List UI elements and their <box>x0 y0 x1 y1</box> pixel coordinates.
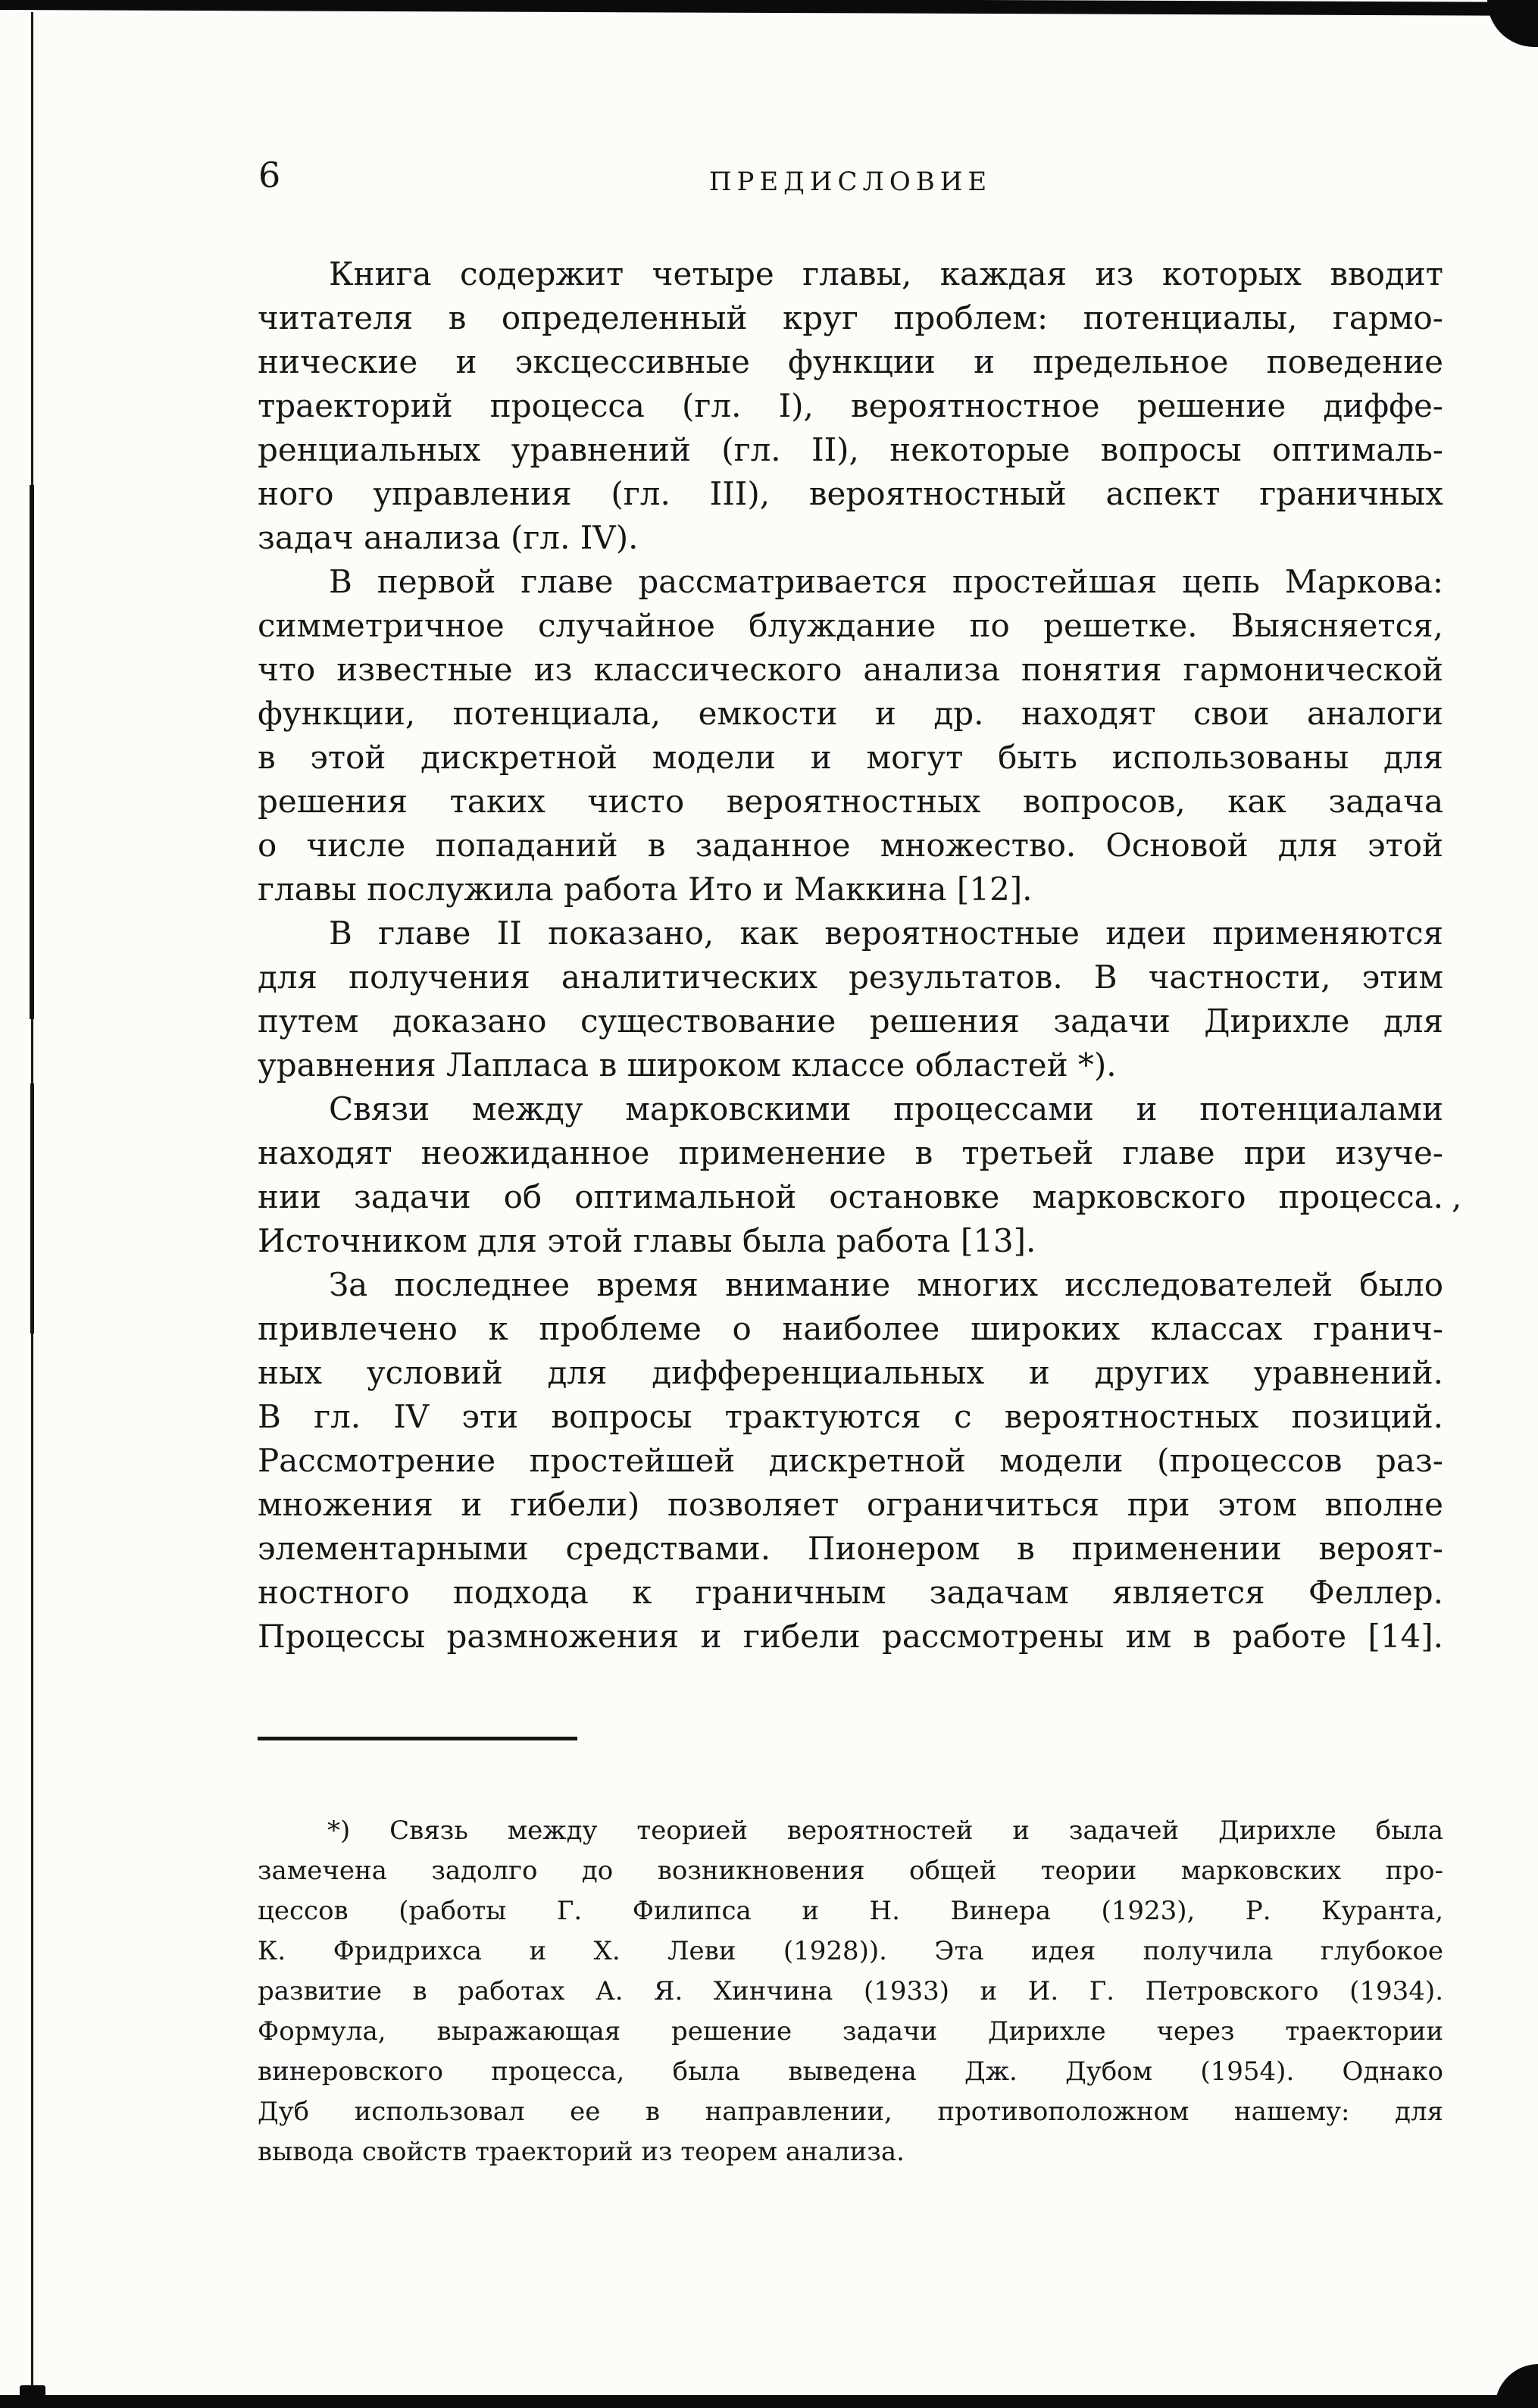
footnote-text <box>258 1811 1443 2172</box>
scan-artifact-comma: , <box>1452 1178 1462 1215</box>
text-line: нии задачи об оптимальной остановке марковского процесса. <box>258 1178 1443 1215</box>
text-line: привлечено к проблеме о наиболее широких классах гранич- <box>258 1310 1443 1347</box>
text-line: главы послужила работа Ито и Маккина [12]. <box>258 871 1033 908</box>
text-line: симметричное случайное блуждание по решетке. Выясняется, <box>258 607 1443 644</box>
text-line: путем доказано существование решения задачи Дирихле для <box>258 1002 1443 1040</box>
text-line: В гл. IV эти вопросы трактуются с вероятностных позиций. <box>258 1398 1443 1435</box>
text-line: множения и гибели) позволяет ограничиться при этом вполне <box>258 1486 1443 1523</box>
scan-corner-top-right <box>1487 0 1538 47</box>
text-line: нические и эксцессивные функции и предельное поведение <box>258 343 1443 380</box>
text-line: винеровского процесса, была выведена Дж. Дубом (1954). Однако <box>258 2056 1443 2087</box>
scan-edge-bottom <box>0 2395 1538 2408</box>
text-line: *) Связь между теорией вероятностей и задачей Дирихле была <box>327 1815 1443 1846</box>
scan-spine-artifact <box>30 1084 34 1334</box>
text-line: ностного подхода к граничным задачам является Феллер. <box>258 1574 1443 1611</box>
text-line: ренциальных уравнений (гл. II), некоторые вопросы оптималь- <box>258 431 1443 468</box>
running-head: ПРЕДИСЛОВИЕ <box>708 167 993 197</box>
scan-spine-artifact <box>20 2385 45 2398</box>
text-line: цессов (работы Г. Филипса и Н. Винера (1923), Р. Куранта, <box>258 1896 1443 1926</box>
text-line: ного управления (гл. III), вероятностный аспект граничных <box>258 475 1443 512</box>
text-line: находят неожиданное применение в третьей главе при изуче- <box>258 1134 1443 1171</box>
text-line: функции, потенциала, емкости и др. находят свои аналоги <box>258 695 1443 732</box>
scan-corner-bottom-right <box>1495 2364 1538 2408</box>
text-line: За последнее время внимание многих исследователей было <box>329 1266 1443 1303</box>
text-line: Процессы размножения и гибели рассмотрены им в работе [14]. <box>258 1618 1443 1655</box>
text-line: Рассмотрение простейшей дискретной модели (процессов раз- <box>258 1442 1443 1479</box>
text-line: вывода свойств траекторий из теорем анализа. <box>258 2137 905 2167</box>
text-line: Книга содержит четыре главы, каждая из которых вводит <box>329 255 1443 292</box>
text-line: траекторий процесса (гл. I), вероятностное решение диффе- <box>258 387 1443 424</box>
text-line: решения таких чисто вероятностных вопросов, как задача <box>258 783 1443 820</box>
text-line: Дуб использовал ее в направлении, противоположном нашему: для <box>258 2097 1443 2127</box>
text-line: В первой главе рассматривается простейшая цепь Маркова: <box>329 563 1443 600</box>
text-line: уравнения Лапласа в широком классе областей *). <box>258 1046 1117 1084</box>
text-line: о числе попаданий в заданное множество. Основой для этой <box>258 827 1443 864</box>
text-line: Формула, выражающая решение задачи Дирихле через траектории <box>258 2016 1443 2047</box>
page-number: 6 <box>258 155 281 195</box>
text-line: Источником для этой главы была работа [13]. <box>258 1222 1036 1259</box>
footnote-rule <box>258 1737 577 1740</box>
text-line: В главе II показано, как вероятностные идеи применяются <box>329 915 1443 952</box>
text-line: элементарными средствами. Пионером в применении вероят- <box>258 1530 1443 1567</box>
text-line: задач анализа (гл. IV). <box>258 519 639 556</box>
text-line: что известные из классического анализа понятия гармонической <box>258 651 1443 688</box>
text-line: К. Фридрихса и Х. Леви (1928)). Эта идея получила глубокое <box>258 1936 1443 1966</box>
text-line: ных условий для дифференциальных и других уравнений. <box>258 1354 1443 1391</box>
text-line: замечена задолго до возникновения общей теории марковских про- <box>258 1856 1443 1886</box>
text-line: для получения аналитических результатов. В частности, этим <box>258 959 1443 996</box>
scan-edge-top <box>0 0 1538 16</box>
text-line: в этой дискретной модели и могут быть использованы для <box>258 739 1443 776</box>
scan-spine-artifact <box>30 485 34 1019</box>
text-line: читателя в определенный круг проблем: потенциалы, гармо- <box>258 299 1443 336</box>
text-line: развитие в работах А. Я. Хинчина (1933) и И. Г. Петровского (1934). <box>258 1976 1443 2006</box>
preface-body-text <box>258 252 1443 1659</box>
text-line: Связи между марковскими процессами и потенциалами <box>329 1090 1443 1127</box>
